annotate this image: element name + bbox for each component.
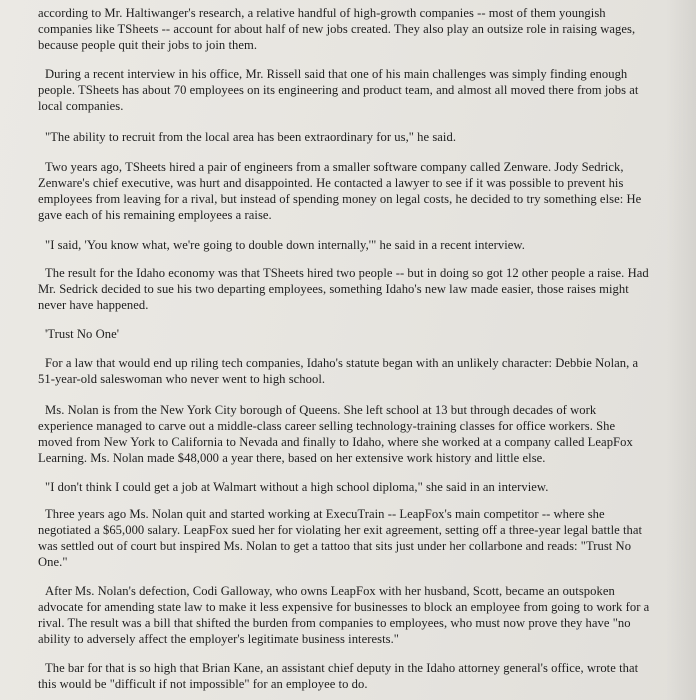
paragraph-9: "I don't think I could get a job at Walmart without a high school diploma," she said in an interview. — [45, 480, 549, 494]
paragraph-4: Two years ago, TSheets hired a pair of engineers from a smaller software company called Zenware. Jody Sedrick, Zenware's chief executive, was hurt and disappointed. He contacted a lawyer to see if it was possible to prevent his employees from leaving for a rival, but instead of spending money on legal costs, he decided to try something else: He gave each of his remaining employees a raise. — [38, 160, 642, 222]
paragraph-6: The result for the Idaho economy was that TSheets hired two people -- but in doing so got 12 other people a raise. Had Mr. Sedrick decided to sue his two departing employees, something Idaho's new law made easier, those raises might never have happened. — [38, 266, 649, 312]
paragraph-1: according to Mr. Haltiwanger's research, a relative handful of high-growth companies -- most of them youngish companies like TSheets -- account for about half of new jobs created. They also play an outsize role in raising wages, because people quit their jobs to join them. — [38, 6, 636, 52]
paragraph-3: "The ability to recruit from the local area has been extraordinary for us," he said. — [45, 130, 457, 144]
page-edge-shadow — [666, 0, 696, 700]
paragraph-7: For a law that would end up riling tech companies, Idaho's statute began with an unlikely character: Debbie Nolan, a 51-year-old saleswoman who never went to high school. — [38, 356, 639, 386]
paragraph-11: After Ms. Nolan's defection, Codi Galloway, who owns LeapFox with her husband, Scott, became an outspoken advocate for amending state law to make it less expensive for businesses to block an employee from going to work for a rival. The result was a bill that shifted the burden from companies to employees, who must now prove they have "no ability to adversely affect the employer's legitimate business interests." — [38, 584, 650, 646]
paragraph-10: Three years ago Ms. Nolan quit and started working at ExecuTrain -- LeapFox's main competitor -- where she negotiated a $65,000 salary. LeapFox sued her for violating her exit agreement, setting off a three-year legal battle that was settled out of court but inspired Ms. Nolan to get a tattoo that sits just under her collarbone and reads: "Trust No One." — [38, 507, 643, 569]
paragraph-2: During a recent interview in his office, Mr. Rissell said that one of his main challenges was simply finding enough people. TSheets has about 70 employees on its engineering and product team, and almost all moved there from jobs at local companies. — [38, 67, 639, 113]
paragraph-5: "I said, 'You know what, we're going to double down internally,'" he said in a recent interview. — [45, 238, 525, 252]
paragraph-12: The bar for that is so high that Brian Kane, an assistant chief deputy in the Idaho attorney general's office, wrote that this would be "difficult if not impossible" for an employee to do. — [38, 661, 639, 691]
section-heading-trust-no-one: 'Trust No One' — [45, 327, 120, 341]
paragraph-8: Ms. Nolan is from the New York City borough of Queens. She left school at 13 but through decades of work experience managed to carve out a middle-class career selling technology-training classes for office workers. She moved from New York to California to Nevada and finally to Idaho, where she worked at a company called LeapFox Learning. Ms. Nolan made $48,000 a year there, based on her extensive work history and little else. — [38, 403, 633, 465]
